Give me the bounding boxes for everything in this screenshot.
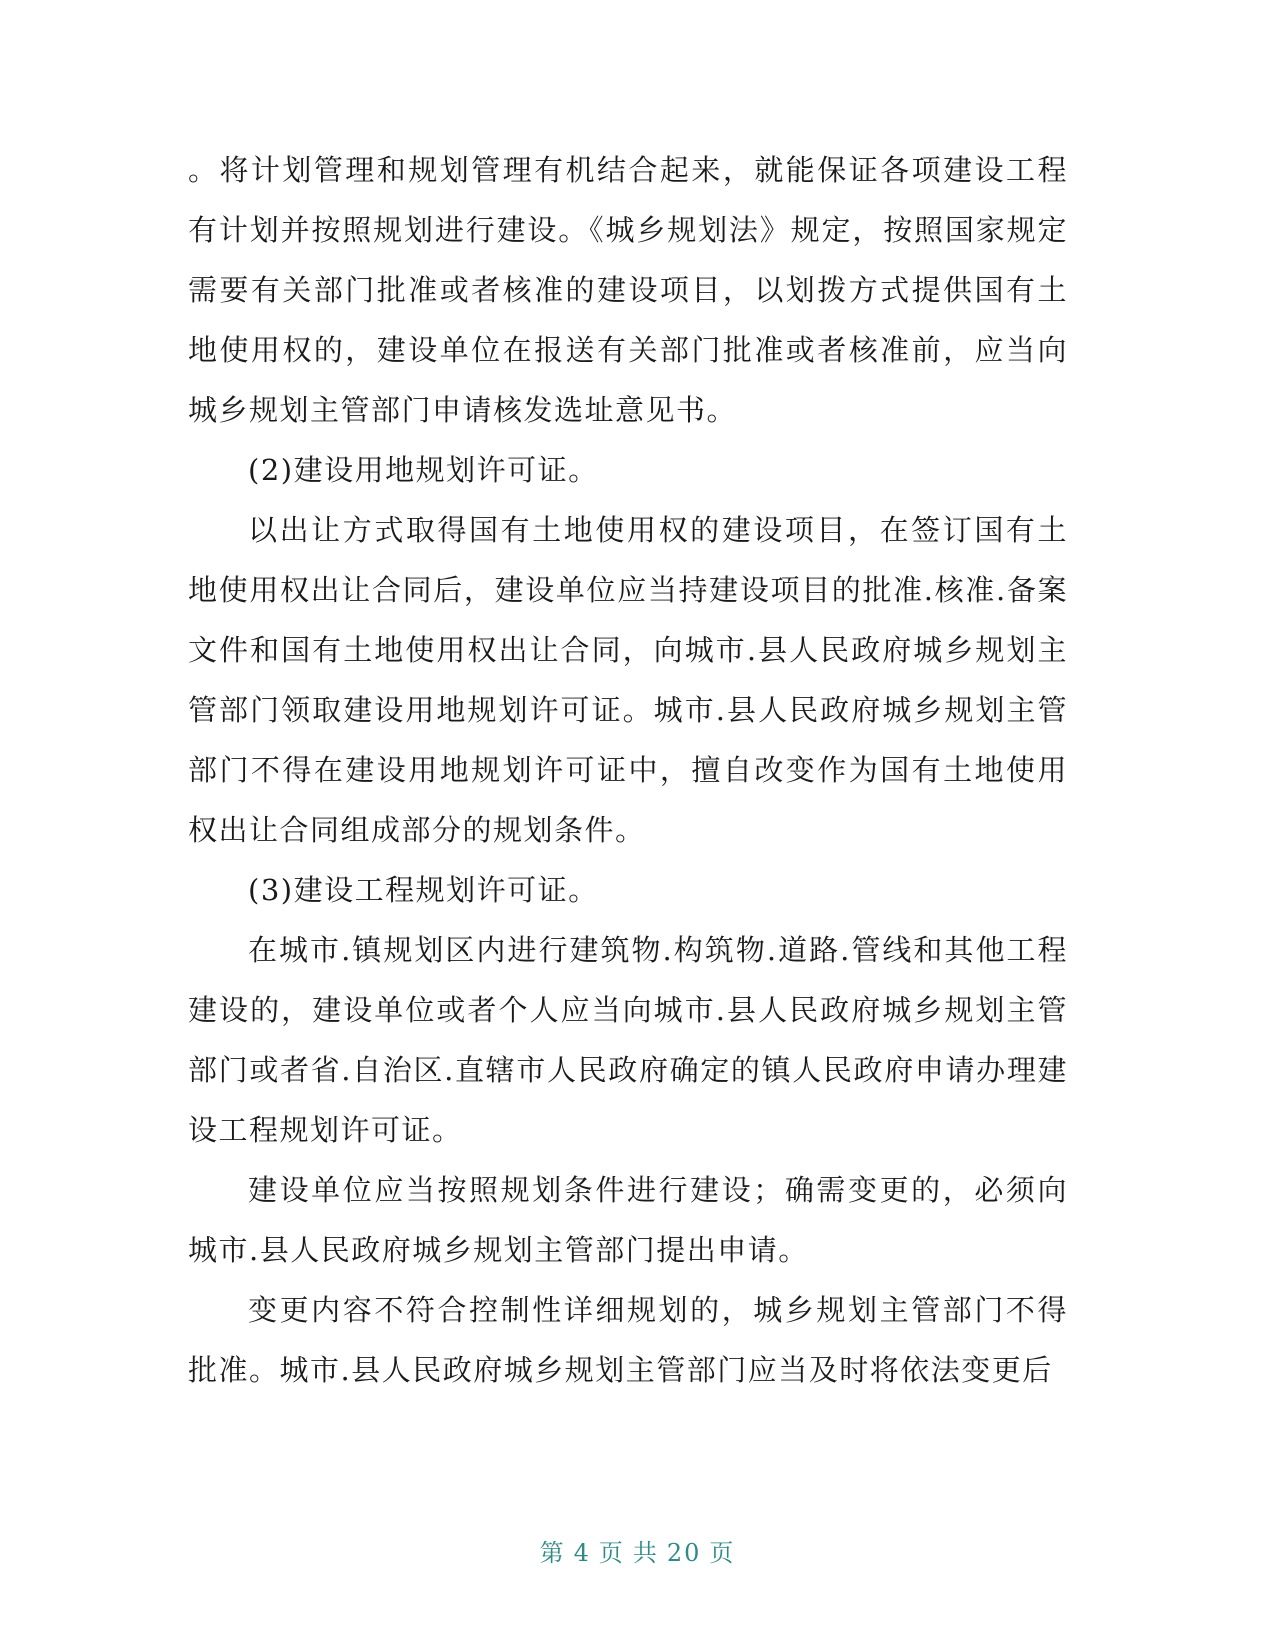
document-body — [188, 140, 1068, 1400]
paragraph-6: 建设单位应当按照规划条件进行建设；确需变更的，必须向城市.县人民政府城乡规划主管部门提出申请。 — [188, 1173, 1068, 1267]
footer-suffix: 页 — [709, 1539, 736, 1567]
paragraph-1: 。将计划管理和规划管理有机结合起来，就能保证各项建设工程有计划并按照规划进行建设。《城乡规划法》规定，按照国家规定需要有关部门批准或者核准的建设项目，以划拨方式提供国有土地使用权的，建设单位在报送有关部门批准或者核准前，应当向城乡规划主管部门申请核发选址意见书。 — [188, 153, 1068, 427]
footer-prefix: 第 — [539, 1539, 566, 1567]
footer-current-page: 4 — [573, 1539, 591, 1567]
paragraph-3: 以出让方式取得国有土地使用权的建设项目，在签订国有土地使用权出让合同后，建设单位应当持建设项目的批准.核准.备案文件和国有土地使用权出让合同，向城市.县人民政府城乡规划主管部门领取建设用地规划许可证。城市.县人民政府城乡规划主管部门不得在建设用地规划许可证中，擅自改变作为国有土地使用权出让合同组成部分的规划条件。 — [188, 513, 1068, 847]
page-footer — [0, 1533, 1275, 1568]
footer-total-pages: 20 — [666, 1539, 702, 1567]
paragraph-4-heading: (3)建设工程规划许可证。 — [248, 873, 599, 907]
paragraph-2-heading: (2)建设用地规划许可证。 — [248, 453, 599, 487]
paragraph-5: 在城市.镇规划区内进行建筑物.构筑物.道路.管线和其他工程建设的，建设单位或者个人应当向城市.县人民政府城乡规划主管部门或者省.自治区.直辖市人民政府确定的镇人民政府申请办理建设工程规划许可证。 — [188, 933, 1068, 1147]
paragraph-7: 变更内容不符合控制性详细规划的，城乡规划主管部门不得批准。城市.县人民政府城乡规划主管部门应当及时将依法变更后 — [188, 1293, 1068, 1387]
footer-total-word: 共 — [632, 1539, 659, 1567]
footer-page-word: 页 — [598, 1539, 625, 1567]
